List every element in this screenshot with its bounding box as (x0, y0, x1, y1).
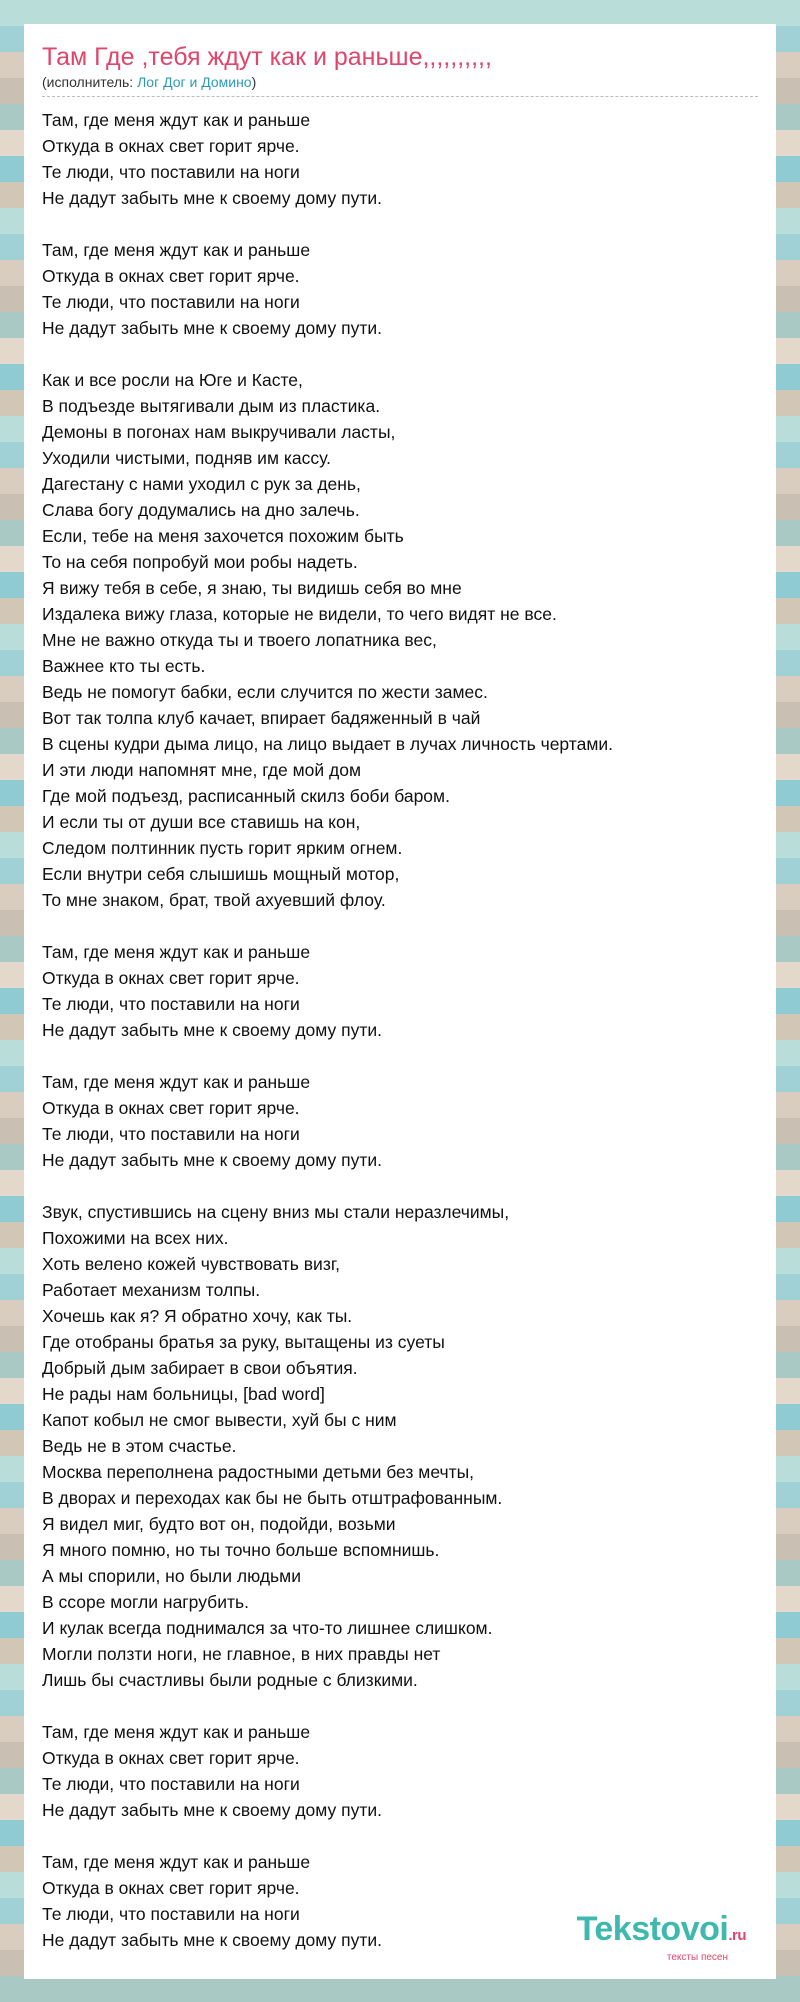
lyrics-line: Я много помню, но ты точно больше вспомнишь. (42, 1540, 440, 1560)
lyrics-line: В дворах и переходах как бы не быть отштрафованным. (42, 1488, 503, 1508)
lyrics-line: Демоны в погонах нам выкручивали ласты, (42, 422, 396, 442)
lyrics-line: Не дадут забыть мне к своему дому пути. (42, 1150, 382, 1170)
lyrics-line: Не дадут забыть мне к своему дому пути. (42, 1800, 382, 1820)
lyrics-line: Вот так толпа клуб качает, впирает бадяженный в чай (42, 708, 481, 728)
lyrics-line: То мне знаком, брат, твой ахуевший флоу. (42, 890, 386, 910)
lyrics-line: Лишь бы счастливы были родные с близкими. (42, 1670, 418, 1690)
lyrics-line: В ссоре могли нагрубить. (42, 1592, 249, 1612)
lyrics-line: И эти люди напомнят мне, где мой дом (42, 760, 362, 780)
lyrics-stanza (42, 367, 758, 913)
lyrics-line: Если, тебе на меня захочется похожим быть (42, 526, 404, 546)
lyrics-line: Где отобраны братья за руку, вытащены из суеты (42, 1332, 445, 1352)
lyrics-line: Слава богу додумались на дно залечь. (42, 500, 360, 520)
lyrics-line: В сцены кудри дыма лицо, на лицо выдает в лучах личность чертами. (42, 734, 613, 754)
lyrics-line: В подъезде вытягивали дым из пластика. (42, 396, 381, 416)
lyrics-line: Там, где меня ждут как и раньше (42, 1722, 311, 1742)
lyrics-stanza (42, 1069, 758, 1173)
lyrics-line: Ведь не помогут бабки, если случится по жести замес. (42, 682, 488, 702)
lyrics-line: Издалека вижу глаза, которые не видели, то чего видят не все. (42, 604, 557, 624)
lyrics-line: Москва переполнена радостными детьми без мечты, (42, 1462, 475, 1482)
logo-tagline: тексты песен (666, 1952, 728, 1963)
lyrics-line: Там, где меня ждут как и раньше (42, 1852, 311, 1872)
lyrics-line: Похожими на всех них. (42, 1228, 229, 1248)
lyrics-line: Работает механизм толпы. (42, 1280, 261, 1300)
lyrics-stanza (42, 107, 758, 211)
lyrics-line: Мне не важно откуда ты и твоего лопатника вес, (42, 630, 437, 650)
lyrics-line: Не рады нам больницы, [bad word] (42, 1384, 325, 1404)
lyrics-line: Там, где меня ждут как и раньше (42, 110, 311, 130)
lyrics-line: Важнее кто ты есть. (42, 656, 206, 676)
lyrics-line: Следом полтинник пусть горит ярким огнем. (42, 838, 403, 858)
lyrics-line: Дагестану с нами уходил с рук за день, (42, 474, 361, 494)
lyrics-line: Хочешь как я? Я обратно хочу, как ты. (42, 1306, 353, 1326)
lyrics-line: Откуда в окнах свет горит ярче. (42, 1748, 300, 1768)
lyrics-line: Там, где меня ждут как и раньше (42, 240, 311, 260)
lyrics-line: Те люди, что поставили на ноги (42, 994, 300, 1014)
lyrics-line: Не дадут забыть мне к своему дому пути. (42, 1930, 382, 1950)
lyrics-line: Звук, спустившись на сцену вниз мы стали неразлечимы, (42, 1202, 510, 1222)
performer-suffix: ) (251, 74, 257, 90)
lyrics-line: То на себя попробуй мои робы надеть. (42, 552, 358, 572)
lyrics-line: Если внутри себя слышишь мощный мотор, (42, 864, 400, 884)
lyrics-line: Откуда в окнах свет горит ярче. (42, 1098, 300, 1118)
lyrics-stanza (42, 1719, 758, 1823)
lyrics-line: Капот кобыл не смог вывести, хуй бы с ним (42, 1410, 397, 1430)
lyrics-line: Те люди, что поставили на ноги (42, 162, 300, 182)
lyrics-line: Откуда в окнах свет горит ярче. (42, 266, 300, 286)
lyrics-line: Я вижу тебя в себе, я знаю, ты видишь себя во мне (42, 578, 462, 598)
lyrics-stanza (42, 1199, 758, 1693)
lyrics-card (24, 24, 776, 1979)
lyrics-stanza (42, 939, 758, 1043)
lyrics-line: Не дадут забыть мне к своему дому пути. (42, 188, 382, 208)
lyrics-line: Те люди, что поставили на ноги (42, 1774, 300, 1794)
lyrics-line: Я видел миг, будто вот он, подойди, возьми (42, 1514, 396, 1534)
lyrics-line: Откуда в окнах свет горит ярче. (42, 136, 300, 156)
song-title: Там Где ,тебя ждут как и раньше,,,,,,,,,, (42, 43, 492, 71)
lyrics-line: Те люди, что поставили на ноги (42, 292, 300, 312)
performer-prefix: (исполнитель: (42, 74, 138, 90)
lyrics-line: Добрый дым забирает в свои объятия. (42, 1358, 358, 1378)
lyrics-line: А мы спорили, но были людьми (42, 1566, 301, 1586)
lyrics-line: Хоть велено кожей чувствовать визг, (42, 1254, 340, 1274)
lyrics-line: Не дадут забыть мне к своему дому пути. (42, 318, 382, 338)
lyrics-line: Могли ползти ноги, не главное, в них правды нет (42, 1644, 441, 1664)
performer-line (42, 72, 758, 97)
lyrics-line: Откуда в окнах свет горит ярче. (42, 968, 300, 988)
lyrics-line: И если ты от души все ставишь на кон, (42, 812, 361, 832)
lyrics-line: Те люди, что поставили на ноги (42, 1124, 300, 1144)
lyrics-line: Ведь не в этом счастье. (42, 1436, 237, 1456)
lyrics-line: Уходили чистыми, подняв им кассу. (42, 448, 331, 468)
lyrics-line: Там, где меня ждут как и раньше (42, 942, 311, 962)
logo-tld: .ru (728, 1927, 746, 1944)
lyrics-line: И кулак всегда поднимался за что-то лишнее слишком. (42, 1618, 493, 1638)
lyrics-text (42, 107, 758, 1953)
lyrics-line: Не дадут забыть мне к своему дому пути. (42, 1020, 382, 1040)
lyrics-line: Как и все росли на Юге и Касте, (42, 370, 303, 390)
lyrics-line: Те люди, что поставили на ноги (42, 1904, 300, 1924)
lyrics-line: Где мой подъезд, расписанный скилз боби баром. (42, 786, 450, 806)
lyrics-stanza (42, 237, 758, 341)
artist-link[interactable]: Лог Дог и Домино (137, 74, 252, 90)
lyrics-line: Там, где меня ждут как и раньше (42, 1072, 311, 1092)
logo-name: Tekstovoi (576, 1910, 729, 1948)
lyrics-line: Откуда в окнах свет горит ярче. (42, 1878, 300, 1898)
site-logo[interactable] (577, 1911, 746, 1964)
